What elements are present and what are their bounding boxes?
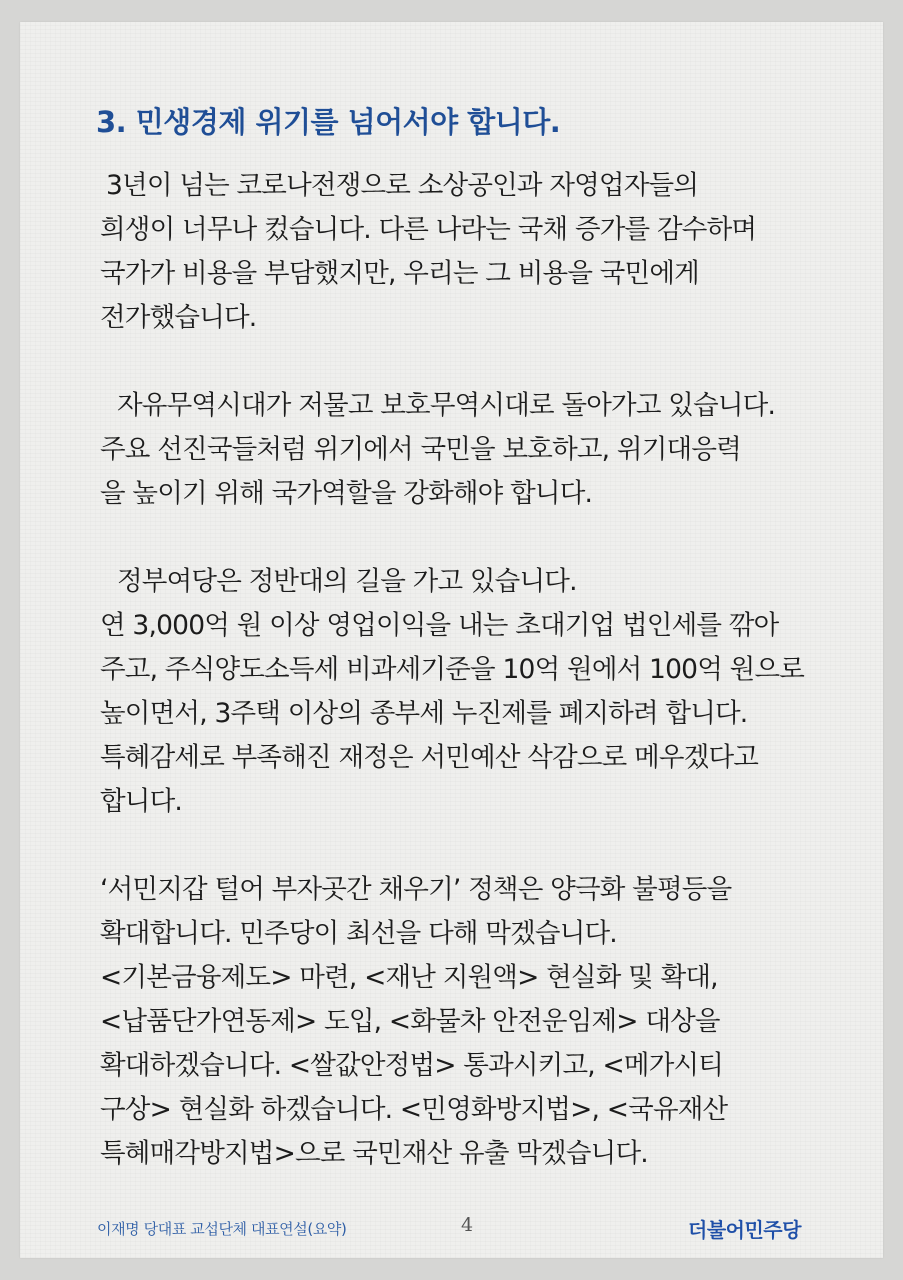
text-line: 자유무역시대가 저물고 보호무역시대로 돌아가고 있습니다. (117, 390, 776, 421)
text-line: <납품단가연동제> 도입, <화물차 안전운임제> 대상을 (100, 1006, 720, 1037)
text-line: 높이면서, 3주택 이상의 종부세 누진제를 폐지하려 합니다. (100, 698, 748, 729)
paragraph-democratic-pledges (100, 868, 842, 1176)
page-number: 4 (461, 1214, 474, 1236)
party-logo: 더불어민주당 (688, 1218, 801, 1242)
text-line: 확대합니다. 민주당이 최선을 다해 막겠습니다. (100, 918, 617, 949)
paragraph-protectionism (100, 384, 842, 516)
text-line: <기본금융제도> 마련, <재난 지원액> 현실화 및 확대, (100, 962, 718, 993)
text-line: 을 높이기 위해 국가역할을 강화해야 합니다. (100, 478, 593, 509)
text-line: 연 3,000억 원 이상 영업이익을 내는 초대기업 법인세를 깎아 (100, 610, 779, 641)
footer-document-title: 이재명 당대표 교섭단체 대표연설(요약) (97, 1220, 347, 1238)
text-line: 3년이 넘는 코로나전쟁으로 소상공인과 자영업자들의 (106, 170, 699, 201)
text-line: 정부여당은 정반대의 길을 가고 있습니다. (117, 566, 577, 597)
text-line: 주요 선진국들처럼 위기에서 국민을 보호하고, 위기대응력 (100, 434, 741, 465)
text-line: 특혜감세로 부족해진 재정은 서민예산 삭감으로 메우겠다고 (100, 742, 759, 773)
text-line: 희생이 너무나 컸습니다. 다른 나라는 국채 증가를 감수하며 (100, 214, 757, 245)
paragraph-covid-burden (100, 164, 842, 340)
text-line: 특혜매각방지법>으로 국민재산 유출 막겠습니다. (100, 1138, 648, 1169)
text-line: 구상> 현실화 하겠습니다. <민영화방지법>, <국유재산 (100, 1094, 728, 1125)
document-page (20, 22, 883, 1258)
section-heading: 3. 민생경제 위기를 넘어서야 합니다. (96, 105, 561, 139)
paragraph-government-policy (100, 560, 842, 824)
text-line: 국가가 비용을 부담했지만, 우리는 그 비용을 국민에게 (100, 258, 699, 289)
body-text (100, 164, 842, 1176)
text-line: ‘서민지갑 털어 부자곳간 채우기’ 정책은 양극화 불평등을 (100, 874, 732, 905)
text-line: 확대하겠습니다. <쌀값안정법> 통과시키고, <메가시티 (100, 1050, 724, 1081)
text-line: 합니다. (100, 786, 183, 817)
text-line: 주고, 주식양도소득세 비과세기준을 10억 원에서 100억 원으로 (100, 654, 805, 685)
text-line: 전가했습니다. (100, 302, 257, 333)
